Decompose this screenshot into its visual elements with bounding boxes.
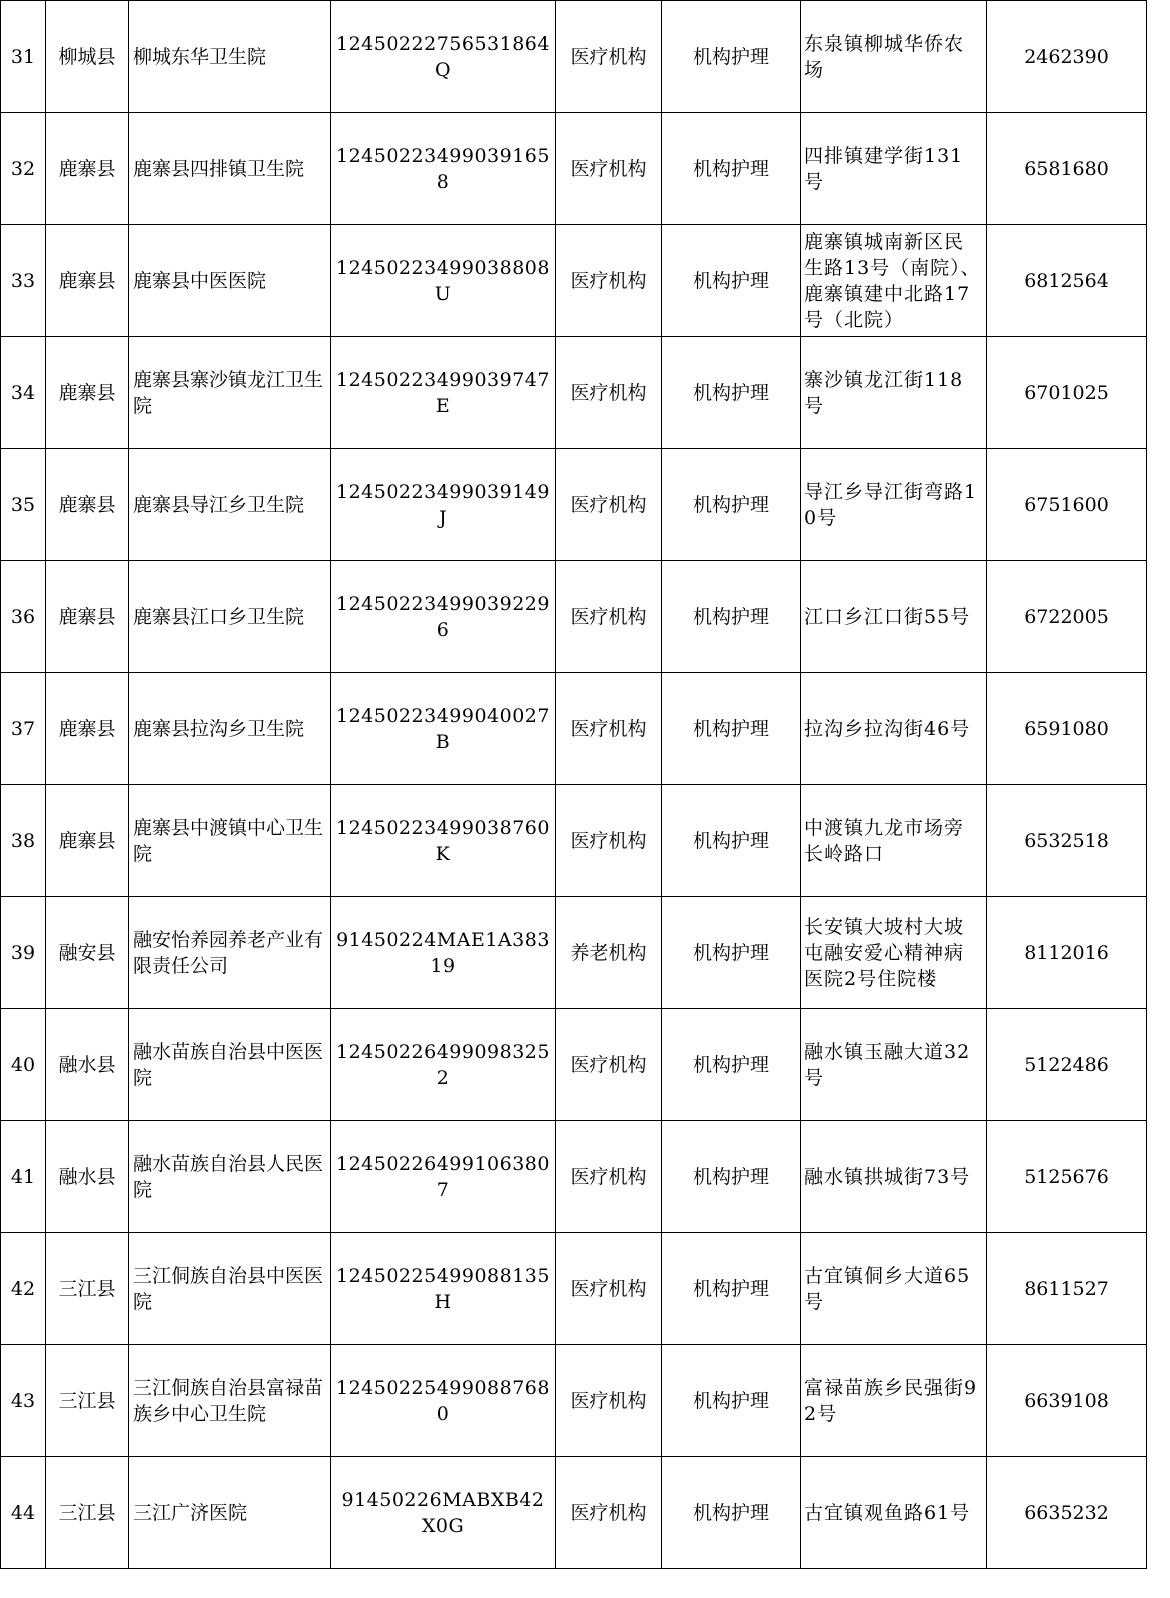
cell-type: 医疗机构: [556, 1233, 662, 1345]
cell-county: 三江县: [46, 1457, 129, 1569]
cell-code: 12450222756531864Q: [331, 1, 556, 113]
cell-type: 医疗机构: [556, 1457, 662, 1569]
cell-phone: 6581680: [987, 113, 1147, 225]
cell-county: 鹿寨县: [46, 337, 129, 449]
cell-type: 医疗机构: [556, 1345, 662, 1457]
cell-type: 医疗机构: [556, 1009, 662, 1121]
cell-code: 12450223499038760K: [331, 785, 556, 897]
cell-county: 三江县: [46, 1233, 129, 1345]
cell-name: 三江侗族自治县富禄苗族乡中心卫生院: [129, 1345, 331, 1457]
cell-service: 机构护理: [662, 225, 801, 337]
cell-no: 36: [1, 561, 46, 673]
cell-no: 42: [1, 1233, 46, 1345]
cell-county: 鹿寨县: [46, 449, 129, 561]
cell-phone: 6639108: [987, 1345, 1147, 1457]
cell-name: 三江侗族自治县中医医院: [129, 1233, 331, 1345]
cell-address: 富禄苗族乡民强街92号: [801, 1345, 987, 1457]
cell-phone: 2462390: [987, 1, 1147, 113]
cell-county: 三江县: [46, 1345, 129, 1457]
cell-name: 鹿寨县中医医院: [129, 225, 331, 337]
cell-code: 124502234990391658: [331, 113, 556, 225]
cell-no: 35: [1, 449, 46, 561]
cell-county: 融水县: [46, 1121, 129, 1233]
cell-code: 124502254990887680: [331, 1345, 556, 1457]
cell-address: 长安镇大坡村大坡屯融安爱心精神病医院2号住院楼: [801, 897, 987, 1009]
cell-type: 医疗机构: [556, 673, 662, 785]
table-row: [1, 1233, 1147, 1345]
cell-address: 中渡镇九龙市场旁长岭路口: [801, 785, 987, 897]
cell-county: 鹿寨县: [46, 113, 129, 225]
cell-name: 融水苗族自治县中医医院: [129, 1009, 331, 1121]
cell-service: 机构护理: [662, 785, 801, 897]
cell-type: 医疗机构: [556, 1121, 662, 1233]
cell-service: 机构护理: [662, 113, 801, 225]
cell-name: 融安怡养园养老产业有限责任公司: [129, 897, 331, 1009]
cell-type: 医疗机构: [556, 449, 662, 561]
cell-address: 古宜镇侗乡大道65号: [801, 1233, 987, 1345]
cell-no: 38: [1, 785, 46, 897]
cell-address: 鹿寨镇城南新区民生路13号（南院）、鹿寨镇建中北路17号（北院）: [801, 225, 987, 337]
cell-service: 机构护理: [662, 561, 801, 673]
cell-name: 柳城东华卫生院: [129, 1, 331, 113]
cell-phone: 6751600: [987, 449, 1147, 561]
cell-service: 机构护理: [662, 1233, 801, 1345]
cell-address: 融水镇玉融大道32号: [801, 1009, 987, 1121]
cell-address: 东泉镇柳城华侨农场: [801, 1, 987, 113]
cell-name: 鹿寨县中渡镇中心卫生院: [129, 785, 331, 897]
cell-code: 91450226MABXB42X0G: [331, 1457, 556, 1569]
cell-no: 40: [1, 1009, 46, 1121]
cell-no: 43: [1, 1345, 46, 1457]
cell-code: 124502264991063807: [331, 1121, 556, 1233]
cell-service: 机构护理: [662, 1345, 801, 1457]
cell-service: 机构护理: [662, 1121, 801, 1233]
cell-service: 机构护理: [662, 337, 801, 449]
cell-county: 融安县: [46, 897, 129, 1009]
cell-code: 12450223499039149J: [331, 449, 556, 561]
cell-phone: 6701025: [987, 337, 1147, 449]
cell-phone: 5122486: [987, 1009, 1147, 1121]
cell-address: 寨沙镇龙江街118号: [801, 337, 987, 449]
cell-county: 鹿寨县: [46, 785, 129, 897]
table-row: [1, 337, 1147, 449]
cell-no: 37: [1, 673, 46, 785]
cell-address: 导江乡导江街弯路10号: [801, 449, 987, 561]
cell-no: 33: [1, 225, 46, 337]
cell-phone: 6591080: [987, 673, 1147, 785]
cell-name: 鹿寨县江口乡卫生院: [129, 561, 331, 673]
cell-phone: 8112016: [987, 897, 1147, 1009]
table-row: [1, 1457, 1147, 1569]
cell-name: 鹿寨县四排镇卫生院: [129, 113, 331, 225]
cell-address: 古宜镇观鱼路61号: [801, 1457, 987, 1569]
cell-phone: 8611527: [987, 1233, 1147, 1345]
cell-phone: 6532518: [987, 785, 1147, 897]
cell-type: 医疗机构: [556, 337, 662, 449]
cell-type: 医疗机构: [556, 561, 662, 673]
cell-name: 鹿寨县导江乡卫生院: [129, 449, 331, 561]
cell-county: 融水县: [46, 1009, 129, 1121]
cell-no: 39: [1, 897, 46, 1009]
cell-name: 融水苗族自治县人民医院: [129, 1121, 331, 1233]
cell-name: 鹿寨县寨沙镇龙江卫生院: [129, 337, 331, 449]
cell-type: 医疗机构: [556, 113, 662, 225]
table-row: [1, 225, 1147, 337]
cell-phone: 6812564: [987, 225, 1147, 337]
cell-service: 机构护理: [662, 1, 801, 113]
cell-no: 34: [1, 337, 46, 449]
cell-no: 31: [1, 1, 46, 113]
table-row: [1, 673, 1147, 785]
cell-service: 机构护理: [662, 897, 801, 1009]
cell-county: 鹿寨县: [46, 225, 129, 337]
cell-county: 鹿寨县: [46, 561, 129, 673]
cell-code: 12450223499038808U: [331, 225, 556, 337]
cell-phone: 5125676: [987, 1121, 1147, 1233]
table-row: [1, 897, 1147, 1009]
table-row: [1, 1121, 1147, 1233]
cell-service: 机构护理: [662, 673, 801, 785]
table-row: [1, 1345, 1147, 1457]
cell-type: 养老机构: [556, 897, 662, 1009]
table-row: [1, 1009, 1147, 1121]
cell-type: 医疗机构: [556, 785, 662, 897]
table-row: [1, 785, 1147, 897]
cell-code: 124502234990392296: [331, 561, 556, 673]
cell-address: 融水镇拱城街73号: [801, 1121, 987, 1233]
cell-service: 机构护理: [662, 449, 801, 561]
cell-no: 44: [1, 1457, 46, 1569]
cell-code: 91450224MAE1A38319: [331, 897, 556, 1009]
cell-type: 医疗机构: [556, 1, 662, 113]
table-row: [1, 449, 1147, 561]
cell-county: 柳城县: [46, 1, 129, 113]
cell-address: 拉沟乡拉沟街46号: [801, 673, 987, 785]
cell-phone: 6635232: [987, 1457, 1147, 1569]
cell-no: 32: [1, 113, 46, 225]
cell-code: 12450223499040027B: [331, 673, 556, 785]
cell-code: 12450223499039747E: [331, 337, 556, 449]
table-body: [1, 1, 1147, 1569]
cell-type: 医疗机构: [556, 225, 662, 337]
cell-service: 机构护理: [662, 1009, 801, 1121]
cell-address: 江口乡江口街55号: [801, 561, 987, 673]
cell-code: 124502264990983252: [331, 1009, 556, 1121]
cell-service: 机构护理: [662, 1457, 801, 1569]
cell-name: 鹿寨县拉沟乡卫生院: [129, 673, 331, 785]
table-row: [1, 561, 1147, 673]
table-row: [1, 113, 1147, 225]
cell-phone: 6722005: [987, 561, 1147, 673]
cell-address: 四排镇建学街131号: [801, 113, 987, 225]
table-row: [1, 1, 1147, 113]
cell-no: 41: [1, 1121, 46, 1233]
cell-county: 鹿寨县: [46, 673, 129, 785]
cell-code: 12450225499088135H: [331, 1233, 556, 1345]
cell-name: 三江广济医院: [129, 1457, 331, 1569]
